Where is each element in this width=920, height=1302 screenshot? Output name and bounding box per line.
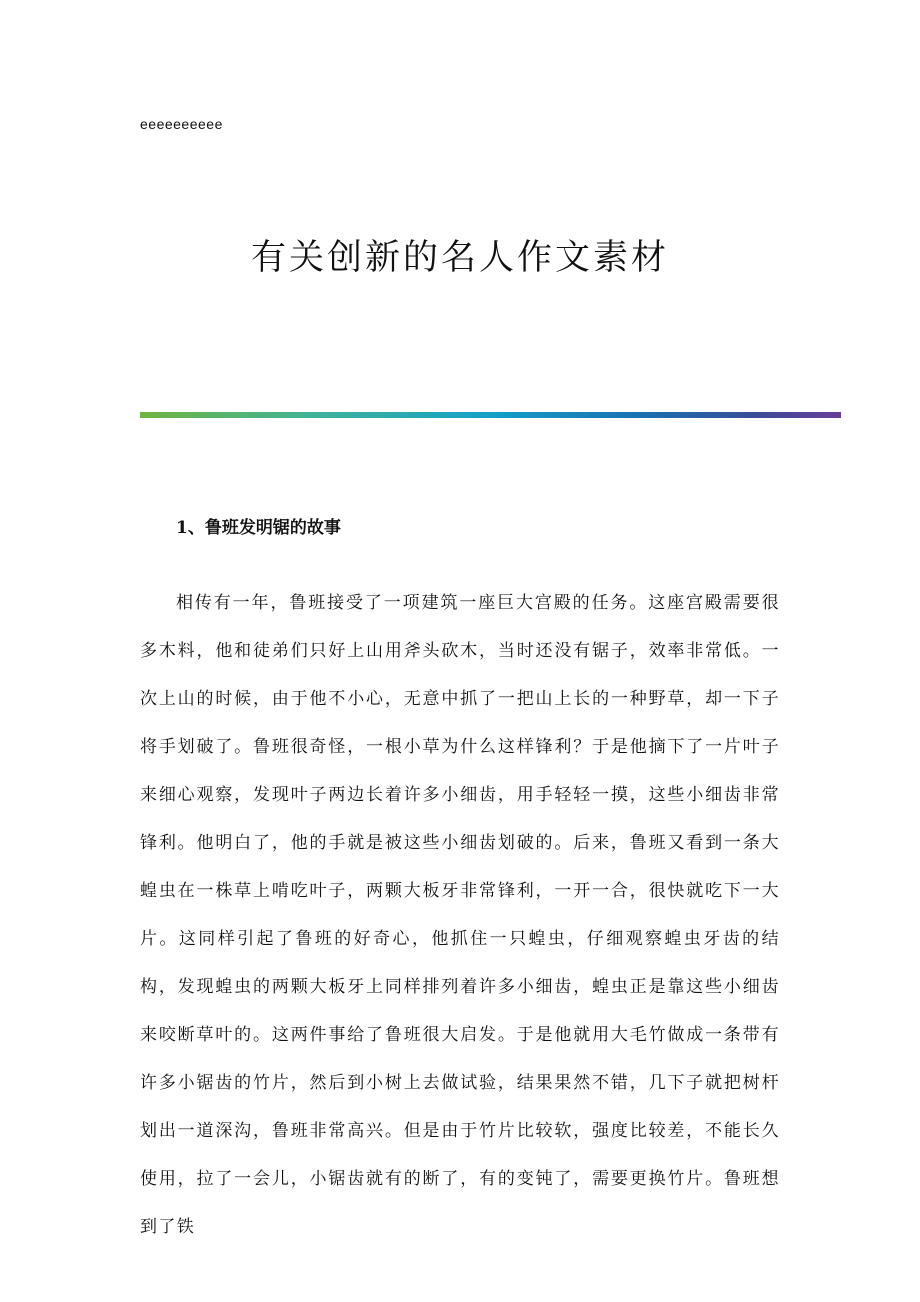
section-paragraph: 相传有一年，鲁班接受了一项建筑一座巨大宫殿的任务。这座宫殿需要很多木料，他和徒弟们只好上山用斧头砍木，当时还没有锯子，效率非常低。一次上山的时候，由于他不小心，无意中抓了一把山上长的一种野草，却一下子将手划破了。鲁班很奇怪，一根小草为什么这样锋利？于是他摘下了一片叶子来细心观察，发现叶子两边长着许多小细齿，用手轻轻一摸，这些小细齿非常锋利。他明白了，他的手就是被这些小细齿划破的。后来，鲁班又看到一条大蝗虫在一株草上啃吃叶子，两颗大板牙非常锋利，一开一合，很快就吃下一大片。这同样引起了鲁班的好奇心，他抓住一只蝗虫，仔细观察蝗虫牙齿的结构，发现蝗虫的两颗大板牙上同样排列着许多小细齿，蝗虫正是靠这些小细齿来咬断草叶的。这两件事给了鲁班很大启发。于是他就用大毛竹做成一条带有许多小锯齿的竹片，然后到小树上去做试验，结果果然不错，几下子就把树杆划出一道深沟，鲁班非常高兴。但是由于竹片比较软，强度比较差，不能长久使用，拉了一会儿，小锯齿就有的断了，有的变钝了，需要更换竹片。鲁班想到了铁 (140, 593, 780, 1237)
title-divider (140, 412, 841, 418)
section-heading: 1、鲁班发明锯的故事 (176, 518, 341, 538)
header-mark: eeeeeeeeee (140, 116, 223, 132)
document-title: 有关创新的名人作文素材 (250, 238, 669, 278)
